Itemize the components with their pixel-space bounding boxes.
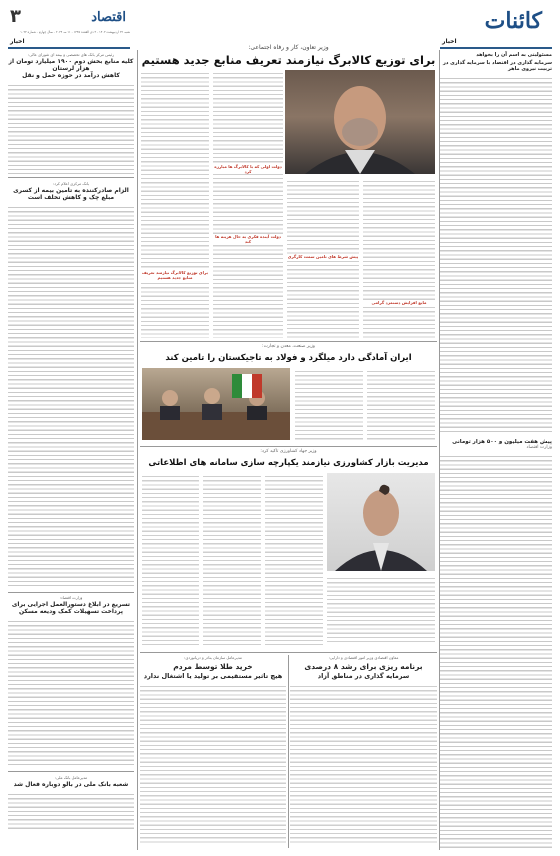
left-body-4 [8, 791, 134, 831]
bottom-a-subhead: سرمایه گذاری در مناطق آزاد [317, 672, 410, 680]
main-subhead-1: دولت اولی که با کالابرگ ها مبارزه کرد [214, 164, 282, 174]
main-body-col4 [141, 70, 209, 338]
left-column [8, 52, 134, 848]
right-column [440, 52, 552, 848]
dateline: شنبه ۲۲ اردیبهشت ۱۴۰۳ - ۳ ذی القعده ۱۴۴۵ - ۱۱ مه ۲۰۲۴ - سال چهارم - شماره ۱۰۹۴ [20, 30, 130, 34]
left-kicker-2: بانک مرکزی اعلام کرد: [52, 180, 90, 186]
left-headline-3: تسریع در ابلاغ دستورالعمل اجرایی برای پرداخت تسهیلات کمک ودیعه مسکن [11, 601, 131, 615]
bottom-divider [288, 655, 289, 848]
left-kicker-3: وزارت اقتصاد: [59, 595, 83, 600]
right-logo: کائنات [484, 8, 542, 34]
left-subhead-1: کاهش درآمد در حوزه حمل و نقل [22, 72, 120, 79]
main-body-col1 [363, 178, 435, 338]
right-byline-2: وزارت اقتصاد [526, 445, 552, 450]
main-subhead-2: دولت آینده فکری به حال هزینه ها کند [213, 234, 283, 244]
agriculture-body-col3 [203, 473, 261, 645]
middle-kicker: وزیر صنعت، معدن و تجارت: [262, 344, 315, 349]
main-photo [285, 70, 435, 174]
main-headline: برای توزیع کالابرگ نیازمند تعریف منابع جدید هستیم [141, 53, 436, 67]
man-portrait-icon [285, 70, 435, 174]
left-logo: اقتصاد [91, 10, 126, 25]
agriculture-body-col4 [142, 473, 199, 645]
main-subhead-5: برای توزیع کالابرگ نیازمند تعریف منابع جدید هستیم [142, 270, 208, 280]
bottom-b-headline: خرید طلا توسط مردم [173, 662, 253, 671]
middle-body-col2 [295, 368, 363, 440]
main-article-bottom-rule [140, 341, 437, 342]
middle-body-col1 [367, 368, 435, 440]
right-body-2 [440, 453, 552, 848]
bottom-a-kicker: معاون اقتصادی وزیر امور اقتصادی و دارایی: [328, 655, 399, 660]
bottom-a-body [290, 683, 437, 843]
left-body-3 [8, 618, 134, 768]
left-rule-1 [8, 177, 134, 178]
left-rule-3 [8, 771, 134, 772]
agriculture-article [140, 449, 437, 649]
right-masthead-rule [440, 47, 552, 49]
left-body-1 [8, 82, 134, 174]
bottom-b-subhead: هیچ تاثیر مستقیمی بر تولید یا اشتغال ندارد [143, 672, 283, 680]
main-article [140, 44, 437, 340]
right-body-1 [440, 75, 552, 435]
main-subhead-4: مایع افزایش دستمزد گرامی [363, 300, 435, 305]
middle-article [140, 344, 437, 444]
bottom-b-body [140, 683, 286, 843]
agriculture-kicker: وزیر جهاد کشاورزی تاکید کرد: [260, 449, 317, 454]
left-section-label: اخبار [10, 38, 25, 45]
meeting-scene-icon [142, 368, 290, 440]
official-portrait-icon [327, 473, 435, 571]
middle-article-bottom-rule [140, 446, 437, 447]
bottom-b-kicker: مدیرعامل سازمان بنادر و دریانوردی: [184, 655, 242, 660]
left-headline-1: کلیه منابع بخش دوم ۱۹۰۰ میلیارد تومان از هزار لرستان [8, 58, 134, 72]
agriculture-body-col1 [327, 575, 435, 645]
main-kicker: وزیر تعاون، کار و رفاه اجتماعی: [248, 44, 329, 51]
left-kicker-4: مدیرعامل بانک ملی: [54, 774, 88, 780]
agriculture-body-col2 [265, 473, 323, 645]
left-masthead-rule [8, 47, 130, 49]
agriculture-headline: مدیریت بازار کشاورزی نیازمند یکپارچه سازی سامانه های اطلاعاتی [148, 458, 429, 468]
middle-headline: ایران آمادگی دارد میلگرد و فولاد به تاجیکستان را تامین کند [165, 353, 412, 363]
left-body-2 [8, 204, 134, 589]
left-headline-4: شعبه بانک ملی در بالو دوباره فعال شد [13, 780, 129, 788]
left-rule-2 [8, 592, 134, 593]
main-body-col3 [213, 70, 283, 338]
right-section-label: اخبار [442, 38, 457, 45]
bottom-article-a [290, 655, 437, 848]
right-masthead [440, 8, 552, 48]
left-masthead [8, 8, 130, 48]
bottom-a-headline: برنامه ریزی برای رشد ۸ درصدی [304, 662, 423, 671]
column-rule-left [137, 50, 138, 850]
left-headline-2: الزام صادرکننده به تامین بیمه از کسری مبلغ چک و کاهش تخلف است [13, 186, 129, 201]
left-kicker-1: رئیس مرکز بانک های تخصصی و بیمه ای شورای عالی: [27, 52, 115, 57]
meeting-photo [142, 368, 290, 440]
right-headline-2: پیش هفت میلیون و ۵۰۰ هزار تومانی [452, 439, 552, 445]
agriculture-bottom-rule [140, 652, 437, 653]
agriculture-photo [327, 473, 435, 571]
bottom-article-b [140, 655, 286, 848]
main-subhead-3: پیش شرط های تامین سمت کارگری [287, 254, 359, 259]
right-lede: سرمایه گذاری در اقتصاد با سرمایه گذاری در تربیت نیروی ماهر [443, 60, 552, 72]
right-headline-1: مسئولیتی به اسم آن را بخواهد [476, 52, 552, 58]
page-number: ۳ [10, 6, 21, 27]
